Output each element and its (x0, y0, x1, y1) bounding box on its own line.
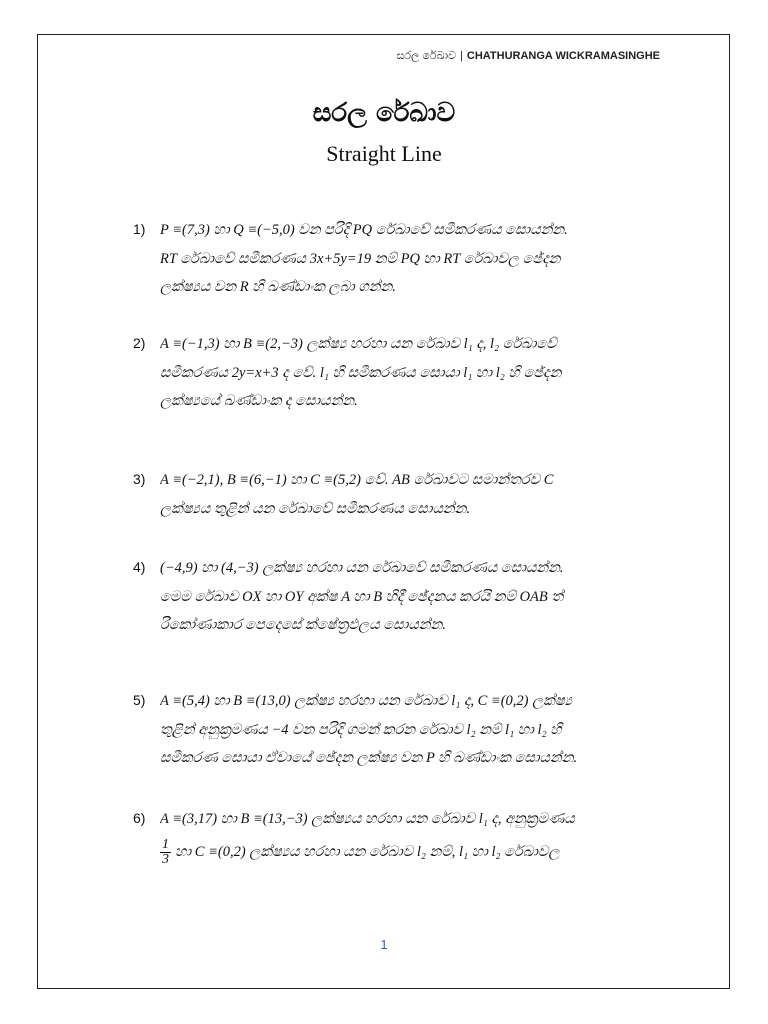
problem-line: A ≡(−1,3) හා B ≡(2,−3) ලක්ෂ්‍ය හරහා යන රේඛාව l₁ ද, l₂ රේඛාවේ (160, 336, 557, 352)
problem-line: සමීකරණ සොයා ඒවායේ ඡේදන ලක්ෂ්‍ය වන P හි ඛණ්ඩාංක සොයන්න. (160, 750, 578, 766)
problem-line-with-fraction (160, 838, 662, 867)
problem-text (160, 216, 662, 302)
fraction-denominator: 3 (162, 851, 169, 867)
problem-line: ලක්ෂ්‍යය තුළින් යන රේඛාවේ සමීකරණය සොයන්න. (160, 500, 471, 517)
problem-line: තුළින් අනුක්‍රමණය −4 වන පරිදි ගමන් කරන රේඛාව l₂ නම් l₁ හා l₂ හි (160, 721, 562, 738)
problem-text (160, 554, 662, 640)
problem-number: 3) (133, 471, 146, 487)
problem-line: ලක්ෂ්‍යය වන R හි ඛණ්ඩාංක ලබා ගන්න. (160, 279, 396, 295)
problem-line: A ≡(3,17) හා B ≡(13,−3) ලක්ෂ්‍යය හරහා යන රේඛාව l₁ ද, අනුක්‍රමණය (160, 811, 575, 827)
page-title-sinhala: සරල රේඛාව (312, 98, 456, 128)
fraction-numerator: 1 (162, 837, 169, 852)
page-number: 1 (380, 937, 388, 952)
problem-number: 4) (133, 559, 146, 575)
header-author: CHATHURANGA WICKRAMASINGHE (466, 50, 660, 62)
problem-line: ලක්ෂ්‍යයේ ඛණ්ඩාංක ද සොයන්න. (160, 393, 358, 409)
problem-number: 2) (133, 335, 146, 351)
problem-line: P ≡(7,3) හා Q ≡(−5,0) වන පරිදි PQ රේඛාවේ සමීකරණය සොයන්න. (160, 222, 568, 238)
problem-line: (−4,9) හා (4,−3) ලක්ෂ්‍ය හරහා යන රේඛාවේ සමීකරණය සොයන්න. (160, 560, 564, 576)
problem-number: 1) (133, 221, 146, 237)
problem-line: RT රේඛාවේ සමීකරණය 3x+5y=19 නම් PQ හා RT රේඛාවල ඡේදන (160, 250, 561, 267)
problem-text (160, 466, 662, 523)
header-topic: සරල රේඛාව (396, 50, 457, 62)
running-header (397, 50, 661, 63)
page-title-english: Straight Line (326, 141, 442, 166)
problem-line: A ≡(−2,1), B ≡(6,−1) හා C ≡(5,2) වේ. AB රේඛාවට සමාන්තරව C (160, 472, 554, 488)
fraction (160, 838, 171, 867)
problem-line: හා C ≡(0,2) ලක්ෂ්‍යය හරහා යන රේඛාව l₂ නම්, l₁ හා l₂ රේඛාවල (175, 843, 560, 860)
problem-line: මෙම රේඛාව OX හා OY අක්ෂ A හා B හිදී ඡේදනය කරයි නම් OAB ත් (160, 588, 564, 605)
problem-text (160, 687, 662, 773)
header-separator: | (460, 50, 463, 62)
problem-line: සමීකරණය 2y=x+3 ද වේ. l₁ හි සමීකරණය සොයා l₁ හා l₂ හි ඡේදන (160, 364, 562, 381)
problem-text (160, 805, 662, 867)
problem-number: 6) (133, 810, 146, 826)
problem-line: රිකෝණාකාර පෙදෙසේ ක්ෂේත්‍රඵලය සොයන්න. (160, 617, 446, 633)
problem-number: 5) (133, 692, 146, 708)
problem-line: A ≡(5,4) හා B ≡(13,0) ලක්ෂ්‍ය හරහා යන රේඛාව l₁ ද, C ≡(0,2) ලක්ෂ්‍ය (160, 693, 572, 709)
problem-text (160, 330, 662, 416)
